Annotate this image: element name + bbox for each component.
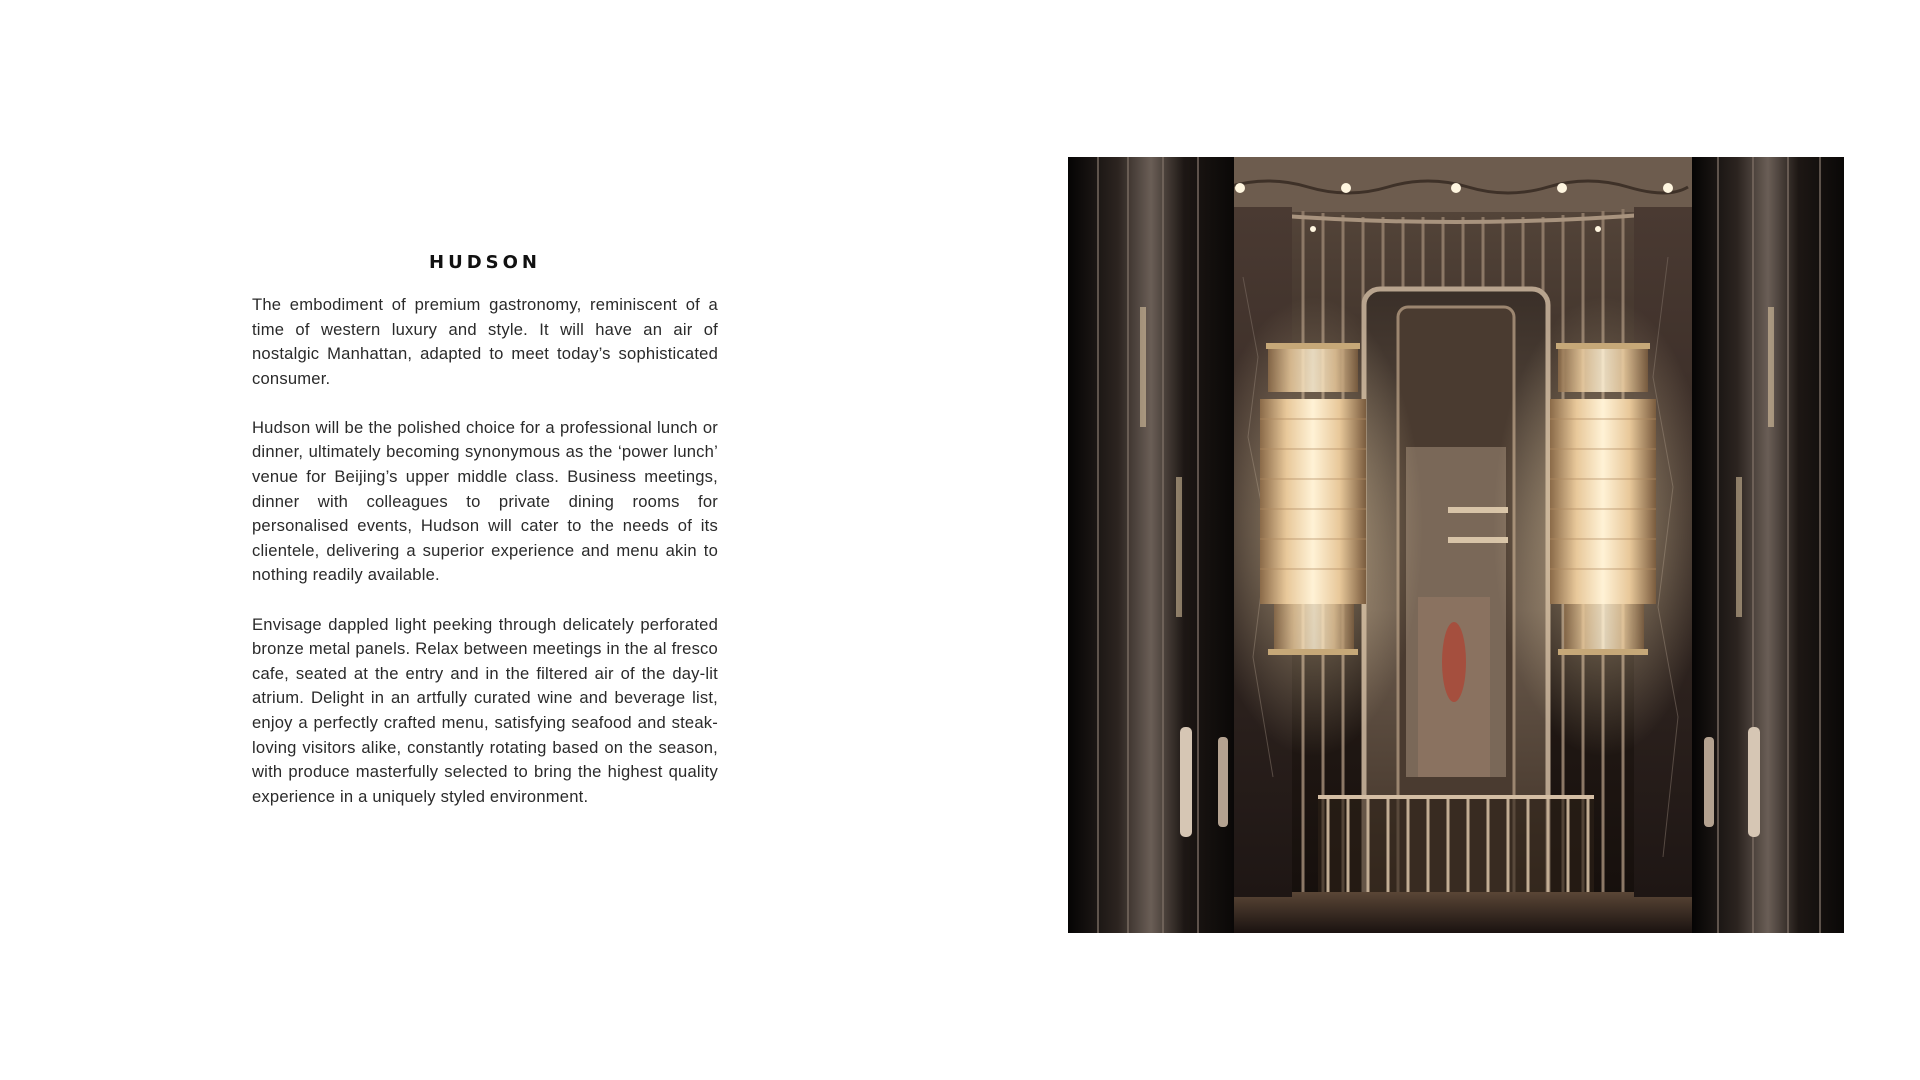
text-column: [252, 252, 718, 834]
restaurant-entrance-photo: [1068, 157, 1844, 933]
paragraph-intro: The embodiment of premium gastronomy, reminiscent of a time of western luxury and style. It will have an air of nostalgic Manhattan, adapted to meet today’s sophisticated consumer.: [252, 295, 718, 388]
paragraph-atmosphere: Envisage dappled light peeking through delicately perforated bronze metal panels. Relax between meetings in the al fresco cafe, seated at the entry and in the filtered air of the day-lit atrium. Delight in an artfully curated wine and beverage list, enjoy a perfectly crafted menu, satisfying seafood and steak-loving visitors alike, constantly rotating based on the season, with produce masterfully selected to bring the highest quality experience in a uniquely styled environment.: [252, 614, 718, 806]
page-title: HUDSON: [429, 252, 541, 273]
photo-illustration: [1068, 157, 1844, 933]
paragraph-venue: Hudson will be the polished choice for a professional lunch or dinner, ultimately becoming synonymous as the ‘power lunch’ venue for Beijing’s upper middle class. Business meetings, dinner with colleagues to private dining rooms for personalised events, Hudson will cater to the needs of its clientele, delivering a superior experience and menu akin to nothing readily available.: [252, 417, 718, 585]
